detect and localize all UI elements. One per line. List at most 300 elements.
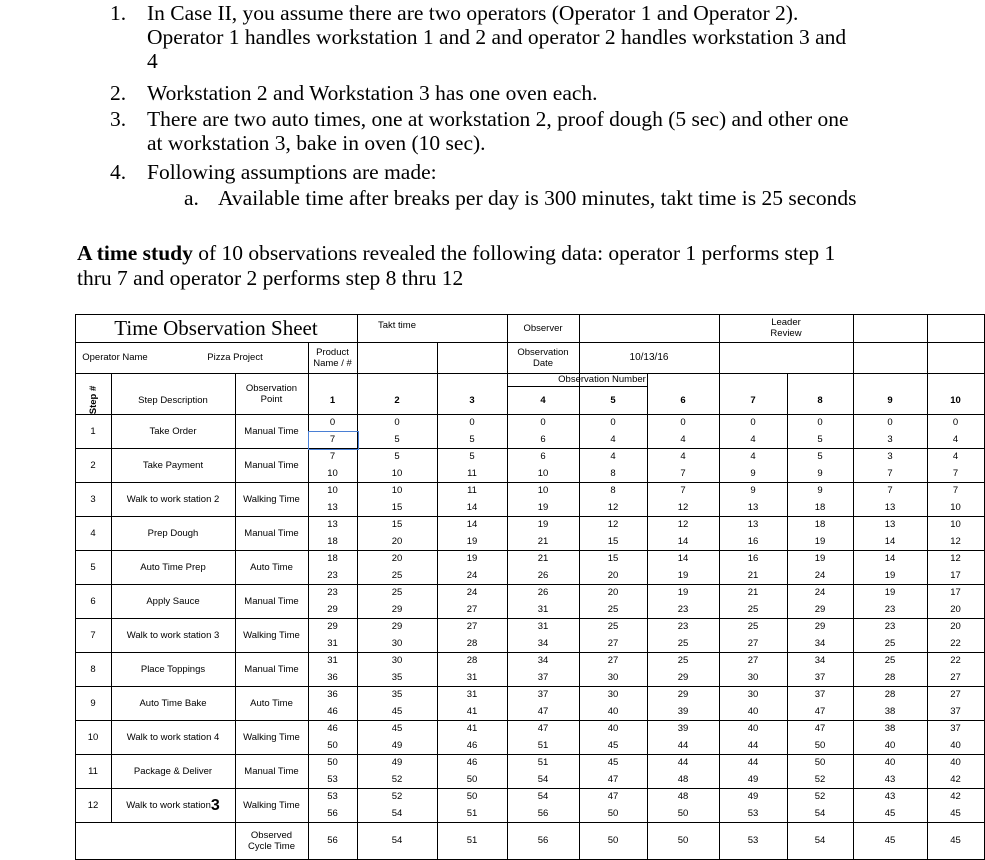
list-item-number: 1. bbox=[110, 1, 127, 25]
end-time-value: 4 bbox=[750, 434, 756, 445]
start-time-value: 39 bbox=[677, 723, 689, 734]
start-time-value: 5 bbox=[394, 451, 400, 462]
start-time-value: 31 bbox=[537, 621, 549, 632]
start-time-value: 0 bbox=[817, 417, 823, 428]
grid-line bbox=[75, 373, 557, 374]
start-time-value: 0 bbox=[887, 417, 893, 428]
list-item-number: 4. bbox=[110, 160, 127, 184]
end-time-value: 6 bbox=[540, 434, 546, 445]
end-time-value: 5 bbox=[394, 434, 400, 445]
end-time-value: 37 bbox=[537, 672, 549, 683]
step-description-text: Place Toppings bbox=[140, 663, 206, 675]
end-time-value: 19 bbox=[884, 570, 896, 581]
step-description bbox=[111, 482, 235, 516]
observation-point: Manual Time bbox=[244, 527, 299, 539]
step-description bbox=[111, 618, 235, 652]
intro-line bbox=[77, 240, 835, 266]
start-time-value: 0 bbox=[952, 417, 959, 428]
start-time-value: 46 bbox=[327, 723, 338, 734]
cycle-time-label-line: Cycle Time bbox=[248, 840, 295, 852]
cycle-time-value: 53 bbox=[747, 835, 759, 846]
start-time-value: 47 bbox=[814, 723, 826, 734]
start-time-value: 44 bbox=[677, 757, 689, 768]
start-time-value: 53 bbox=[327, 791, 338, 802]
end-time-value: 10 bbox=[537, 468, 549, 479]
start-time-value: 27 bbox=[747, 655, 759, 666]
start-time-value: 27 bbox=[607, 655, 619, 666]
observation-point-line: Point bbox=[260, 393, 283, 405]
end-time-value: 25 bbox=[607, 604, 619, 615]
cycle-time-value: 56 bbox=[537, 835, 549, 846]
start-time-value: 23 bbox=[677, 621, 689, 632]
end-time-value: 21 bbox=[747, 570, 759, 581]
start-time-value: 18 bbox=[327, 553, 338, 564]
takt-time-label: Takt time bbox=[377, 320, 416, 331]
observation-number-4: 4 bbox=[540, 394, 546, 406]
start-time-value: 44 bbox=[747, 757, 759, 768]
end-time-value: 47 bbox=[607, 774, 619, 785]
end-time-value: 12 bbox=[950, 536, 961, 547]
start-time-value: 19 bbox=[884, 587, 896, 598]
step-description-text: Prep Dough bbox=[147, 527, 199, 539]
end-time-value: 40 bbox=[950, 740, 961, 751]
end-time-value: 53 bbox=[327, 774, 338, 785]
end-time-value: 43 bbox=[884, 774, 896, 785]
end-time-value: 25 bbox=[747, 604, 759, 615]
end-time-value: 37 bbox=[950, 706, 961, 717]
start-time-value: 47 bbox=[607, 791, 619, 802]
observation-point: Manual Time bbox=[244, 459, 299, 471]
start-time-value: 7 bbox=[952, 485, 959, 496]
observation-point: Walking Time bbox=[243, 799, 300, 811]
step-number: 7 bbox=[90, 629, 96, 641]
end-time-value: 54 bbox=[391, 808, 403, 819]
intro-bold: A time study bbox=[77, 241, 193, 265]
end-time-value: 30 bbox=[607, 672, 619, 683]
leader-label-line: Leader bbox=[771, 317, 801, 328]
observation-date-line: Date bbox=[532, 357, 554, 369]
end-time-value: 49 bbox=[391, 740, 403, 751]
observation-point: Walking Time bbox=[243, 629, 300, 641]
end-time-value: 10 bbox=[391, 468, 403, 479]
intro-line: thru 7 and operator 2 performs step 8 thru 12 bbox=[77, 266, 464, 290]
observation-point: Manual Time bbox=[244, 425, 299, 437]
start-time-value: 21 bbox=[747, 587, 759, 598]
start-time-value: 22 bbox=[950, 655, 961, 666]
cycle-time-label-line: Observed bbox=[250, 829, 293, 841]
start-time-value: 31 bbox=[466, 689, 478, 700]
start-time-value: 45 bbox=[391, 723, 403, 734]
selected-cell-highlight bbox=[308, 431, 359, 450]
start-time-value: 25 bbox=[884, 655, 896, 666]
start-time-value: 28 bbox=[884, 689, 896, 700]
step-description bbox=[111, 516, 235, 550]
end-time-value: 19 bbox=[466, 536, 478, 547]
start-time-value: 25 bbox=[677, 655, 689, 666]
start-time-value: 50 bbox=[466, 791, 478, 802]
start-time-value: 6 bbox=[540, 451, 546, 462]
start-time-value: 41 bbox=[466, 723, 478, 734]
end-time-value: 45 bbox=[950, 808, 961, 819]
intro-text: of 10 observations revealed the following data: operator 1 performs step 1 bbox=[192, 241, 836, 265]
list-item-text: Workstation 2 and Workstation 3 has one oven each. bbox=[147, 81, 598, 105]
end-time-value: 13 bbox=[327, 502, 338, 513]
start-time-value: 37 bbox=[950, 723, 961, 734]
start-time-value: 40 bbox=[950, 757, 961, 768]
sheet-title: Time Observation Sheet bbox=[114, 315, 318, 340]
end-time-value: 37 bbox=[814, 672, 826, 683]
start-time-value: 5 bbox=[817, 451, 823, 462]
end-time-value: 31 bbox=[327, 638, 338, 649]
grid-line bbox=[927, 314, 928, 373]
start-time-value: 38 bbox=[884, 723, 896, 734]
end-time-value: 47 bbox=[537, 706, 549, 717]
start-time-value: 52 bbox=[814, 791, 826, 802]
end-time-value: 19 bbox=[814, 536, 826, 547]
end-time-value: 35 bbox=[391, 672, 403, 683]
product-label-line: Name / # bbox=[313, 357, 352, 369]
end-time-value: 14 bbox=[466, 502, 478, 513]
step-description bbox=[111, 448, 235, 482]
end-time-value: 19 bbox=[537, 502, 549, 513]
end-time-value: 16 bbox=[747, 536, 759, 547]
end-time-value: 4 bbox=[610, 434, 616, 445]
end-time-value: 5 bbox=[817, 434, 823, 445]
step-description bbox=[111, 414, 235, 448]
start-time-value: 29 bbox=[327, 621, 338, 632]
list-item-text: Operator 1 handles workstation 1 and 2 and operator 2 handles workstation 3 and bbox=[147, 25, 847, 49]
list-item-text: In Case II, you assume there are two operators (Operator 1 and Operator 2). bbox=[147, 1, 799, 25]
end-time-value: 29 bbox=[391, 604, 403, 615]
start-time-value: 43 bbox=[884, 791, 896, 802]
start-time-value: 19 bbox=[466, 553, 478, 564]
end-time-value: 4 bbox=[680, 434, 686, 445]
grid-line bbox=[437, 342, 438, 373]
end-time-value: 19 bbox=[677, 570, 689, 581]
end-time-value: 27 bbox=[466, 604, 478, 615]
start-time-value: 0 bbox=[329, 417, 336, 428]
observation-point: Walking Time bbox=[243, 731, 300, 743]
start-time-value: 25 bbox=[747, 621, 759, 632]
start-time-value: 28 bbox=[466, 655, 478, 666]
step-description-text: Take Payment bbox=[142, 459, 204, 471]
start-time-value: 40 bbox=[607, 723, 619, 734]
start-time-value: 7 bbox=[680, 485, 686, 496]
start-time-value: 49 bbox=[747, 791, 759, 802]
start-time-value: 29 bbox=[391, 621, 403, 632]
step-number-header: Step # bbox=[87, 385, 99, 415]
end-time-value: 28 bbox=[466, 638, 478, 649]
end-time-value: 14 bbox=[677, 536, 689, 547]
observation-point: Manual Time bbox=[244, 765, 299, 777]
end-time-value: 18 bbox=[814, 502, 826, 513]
end-time-value: 51 bbox=[466, 808, 478, 819]
start-time-value: 9 bbox=[817, 485, 823, 496]
observer-label: Observer bbox=[523, 322, 563, 334]
step-number: 1 bbox=[90, 425, 96, 437]
start-time-value: 17 bbox=[950, 587, 961, 598]
end-time-value: 31 bbox=[466, 672, 478, 683]
observation-point-header bbox=[235, 373, 308, 414]
observation-number-2: 2 bbox=[394, 394, 400, 406]
step-number: 12 bbox=[87, 799, 99, 811]
end-time-value: 49 bbox=[747, 774, 759, 785]
step-description-text: Walk to work station 4 bbox=[126, 731, 220, 743]
end-time-value: 50 bbox=[327, 740, 338, 751]
end-time-value: 44 bbox=[677, 740, 689, 751]
end-time-value: 52 bbox=[814, 774, 826, 785]
end-time-value: 5 bbox=[469, 434, 475, 445]
start-time-value: 40 bbox=[747, 723, 759, 734]
start-time-value: 27 bbox=[950, 689, 961, 700]
project-name: Pizza Project bbox=[207, 352, 263, 363]
observation-date-line: Observation bbox=[517, 346, 569, 358]
end-time-value: 20 bbox=[607, 570, 619, 581]
observation-number-1: 1 bbox=[329, 394, 336, 406]
start-time-value: 4 bbox=[750, 451, 756, 462]
start-time-value: 30 bbox=[747, 689, 759, 700]
start-time-value: 30 bbox=[391, 655, 403, 666]
start-time-value: 31 bbox=[327, 655, 338, 666]
end-time-value: 15 bbox=[391, 502, 403, 513]
observation-number-3: 3 bbox=[469, 394, 475, 406]
cycle-time-value: 51 bbox=[466, 835, 478, 846]
end-time-value: 25 bbox=[884, 638, 896, 649]
start-time-value: 35 bbox=[391, 689, 403, 700]
cycle-time-value: 50 bbox=[677, 835, 689, 846]
start-time-value: 34 bbox=[814, 655, 826, 666]
observation-number-5: 5 bbox=[610, 394, 616, 406]
product-label-line: Product bbox=[316, 346, 349, 358]
observation-number-9: 9 bbox=[887, 394, 893, 406]
cycle-time-value: 54 bbox=[391, 835, 403, 846]
observation-number-label: Observation Number bbox=[558, 374, 646, 385]
step-description-text: Take Order bbox=[149, 425, 197, 437]
start-time-value: 16 bbox=[747, 553, 759, 564]
start-time-value: 15 bbox=[607, 553, 619, 564]
end-time-value: 42 bbox=[950, 774, 961, 785]
start-time-value: 29 bbox=[814, 621, 826, 632]
end-time-value: 12 bbox=[607, 502, 619, 513]
start-time-value: 20 bbox=[607, 587, 619, 598]
observation-number-10: 10 bbox=[950, 394, 961, 406]
start-time-value: 37 bbox=[814, 689, 826, 700]
cycle-time-value: 45 bbox=[884, 835, 896, 846]
start-time-value: 12 bbox=[950, 553, 961, 564]
end-time-value: 29 bbox=[327, 604, 338, 615]
start-time-value: 11 bbox=[467, 485, 477, 496]
end-time-value: 56 bbox=[327, 808, 338, 819]
end-time-value: 10 bbox=[950, 502, 961, 513]
end-time-value: 23 bbox=[327, 570, 338, 581]
step-description-text: Walk to work station 2 bbox=[126, 493, 220, 505]
end-time-value: 18 bbox=[327, 536, 338, 547]
step-description-text: Walk to work station bbox=[126, 799, 211, 811]
start-time-value: 10 bbox=[327, 485, 338, 496]
observation-number-8: 8 bbox=[817, 394, 823, 406]
observation-date-value: 10/13/16 bbox=[629, 352, 669, 363]
start-time-value: 9 bbox=[750, 485, 756, 496]
end-time-value: 13 bbox=[747, 502, 759, 513]
start-time-value: 14 bbox=[884, 553, 896, 564]
end-time-value: 27 bbox=[747, 638, 759, 649]
start-time-value: 19 bbox=[677, 587, 689, 598]
observation-point: Auto Time bbox=[250, 697, 293, 709]
start-time-value: 12 bbox=[607, 519, 619, 530]
start-time-value: 30 bbox=[607, 689, 619, 700]
step-number: 2 bbox=[90, 459, 96, 471]
observation-point: Manual Time bbox=[244, 663, 299, 675]
end-time-value: 34 bbox=[537, 638, 549, 649]
start-time-value: 0 bbox=[540, 417, 546, 428]
end-time-value: 20 bbox=[950, 604, 961, 615]
start-time-value: 40 bbox=[884, 757, 896, 768]
start-time-value: 47 bbox=[537, 723, 549, 734]
end-time-value: 45 bbox=[607, 740, 619, 751]
end-time-value: 23 bbox=[884, 604, 896, 615]
start-time-value: 10 bbox=[537, 485, 549, 496]
start-time-value: 15 bbox=[391, 519, 403, 530]
start-time-value: 8 bbox=[610, 485, 616, 496]
observation-point: Auto Time bbox=[250, 561, 293, 573]
end-time-value: 12 bbox=[677, 502, 689, 513]
observation-point: Walking Time bbox=[243, 493, 300, 505]
list-item-text: at workstation 3, bake in oven (10 sec). bbox=[147, 131, 486, 155]
start-time-value: 27 bbox=[466, 621, 478, 632]
cycle-time-value: 56 bbox=[327, 835, 338, 846]
observation-number-spacer bbox=[557, 373, 727, 386]
start-time-value: 37 bbox=[537, 689, 549, 700]
cycle-time-value: 54 bbox=[814, 835, 826, 846]
end-time-value: 38 bbox=[884, 706, 896, 717]
observation-number-6: 6 bbox=[680, 394, 686, 406]
start-time-value: 5 bbox=[469, 451, 475, 462]
end-time-value: 54 bbox=[814, 808, 826, 819]
end-time-value: 3 bbox=[887, 434, 893, 445]
start-time-value: 45 bbox=[607, 757, 619, 768]
end-time-value: 45 bbox=[884, 808, 896, 819]
start-time-value: 42 bbox=[950, 791, 961, 802]
start-time-value: 46 bbox=[466, 757, 478, 768]
start-time-value: 20 bbox=[950, 621, 961, 632]
end-time-value: 11 bbox=[467, 468, 477, 479]
end-time-value: 47 bbox=[814, 706, 826, 717]
end-time-value: 7 bbox=[329, 434, 336, 445]
start-time-value: 48 bbox=[677, 791, 689, 802]
step-description-text: Apply Sauce bbox=[146, 595, 200, 607]
start-time-value: 0 bbox=[469, 417, 475, 428]
end-time-value: 27 bbox=[950, 672, 961, 683]
end-time-value: 20 bbox=[391, 536, 403, 547]
start-time-value: 14 bbox=[677, 553, 689, 564]
start-time-value: 13 bbox=[327, 519, 338, 530]
step-description bbox=[111, 788, 235, 822]
end-time-value: 46 bbox=[466, 740, 478, 751]
product-name-label bbox=[308, 342, 357, 373]
end-time-value: 8 bbox=[610, 468, 616, 479]
end-time-value: 46 bbox=[327, 706, 338, 717]
end-time-value: 40 bbox=[747, 706, 759, 717]
observed-cycle-time-label bbox=[235, 822, 308, 859]
cycle-time-value: 45 bbox=[950, 835, 961, 846]
start-time-value: 26 bbox=[537, 587, 549, 598]
step-description bbox=[111, 754, 235, 788]
start-time-value: 4 bbox=[610, 451, 616, 462]
start-time-value: 7 bbox=[887, 485, 893, 496]
start-time-value: 25 bbox=[607, 621, 619, 632]
start-time-value: 49 bbox=[391, 757, 403, 768]
end-time-value: 9 bbox=[817, 468, 823, 479]
end-time-value: 52 bbox=[391, 774, 403, 785]
start-time-value: 4 bbox=[680, 451, 686, 462]
step-description bbox=[111, 686, 235, 720]
step-number: 8 bbox=[90, 663, 96, 675]
step-description-header: Step Description bbox=[138, 394, 208, 406]
end-time-value: 13 bbox=[884, 502, 896, 513]
step-description-text: Package & Deliver bbox=[133, 765, 213, 777]
step-number: 5 bbox=[90, 561, 96, 573]
start-time-value: 4 bbox=[952, 451, 959, 462]
end-time-value: 36 bbox=[327, 672, 338, 683]
end-time-value: 10 bbox=[327, 468, 338, 479]
step-number: 4 bbox=[90, 527, 96, 539]
start-time-value: 3 bbox=[887, 451, 893, 462]
step-number: 10 bbox=[87, 731, 99, 743]
sub-item-text: Available time after breaks per day is 300 minutes, takt time is 25 seconds bbox=[218, 186, 857, 210]
start-time-value: 0 bbox=[394, 417, 400, 428]
start-time-value: 20 bbox=[391, 553, 403, 564]
handwritten-mark: 3 bbox=[210, 796, 220, 814]
leader-review-label bbox=[719, 314, 853, 342]
start-time-value: 10 bbox=[391, 485, 403, 496]
end-time-value: 39 bbox=[677, 706, 689, 717]
end-time-value: 25 bbox=[677, 638, 689, 649]
start-time-value: 0 bbox=[680, 417, 686, 428]
start-time-value: 24 bbox=[466, 587, 478, 598]
start-time-value: 24 bbox=[814, 587, 826, 598]
start-time-value: 54 bbox=[537, 791, 549, 802]
end-time-value: 17 bbox=[950, 570, 961, 581]
end-time-value: 23 bbox=[677, 604, 689, 615]
start-time-value: 36 bbox=[327, 689, 338, 700]
end-time-value: 29 bbox=[677, 672, 689, 683]
end-time-value: 30 bbox=[391, 638, 403, 649]
end-time-value: 24 bbox=[814, 570, 826, 581]
end-time-value: 22 bbox=[950, 638, 961, 649]
step-description bbox=[111, 652, 235, 686]
end-time-value: 25 bbox=[391, 570, 403, 581]
observation-point: Manual Time bbox=[244, 595, 299, 607]
start-time-value: 29 bbox=[677, 689, 689, 700]
end-time-value: 51 bbox=[537, 740, 549, 751]
end-time-value: 53 bbox=[747, 808, 759, 819]
list-item-text: There are two auto times, one at workstation 2, proof dough (5 sec) and other one bbox=[147, 107, 849, 131]
end-time-value: 27 bbox=[607, 638, 619, 649]
step-number: 11 bbox=[88, 765, 98, 777]
end-time-value: 45 bbox=[391, 706, 403, 717]
observation-number-7: 7 bbox=[750, 394, 756, 406]
end-time-value: 7 bbox=[680, 468, 686, 479]
start-time-value: 50 bbox=[327, 757, 338, 768]
start-time-value: 0 bbox=[610, 417, 616, 428]
start-time-value: 25 bbox=[391, 587, 403, 598]
start-time-value: 51 bbox=[537, 757, 549, 768]
start-time-value: 18 bbox=[814, 519, 826, 530]
end-time-value: 28 bbox=[884, 672, 896, 683]
start-time-value: 0 bbox=[750, 417, 756, 428]
end-time-value: 50 bbox=[677, 808, 689, 819]
start-time-value: 52 bbox=[391, 791, 403, 802]
